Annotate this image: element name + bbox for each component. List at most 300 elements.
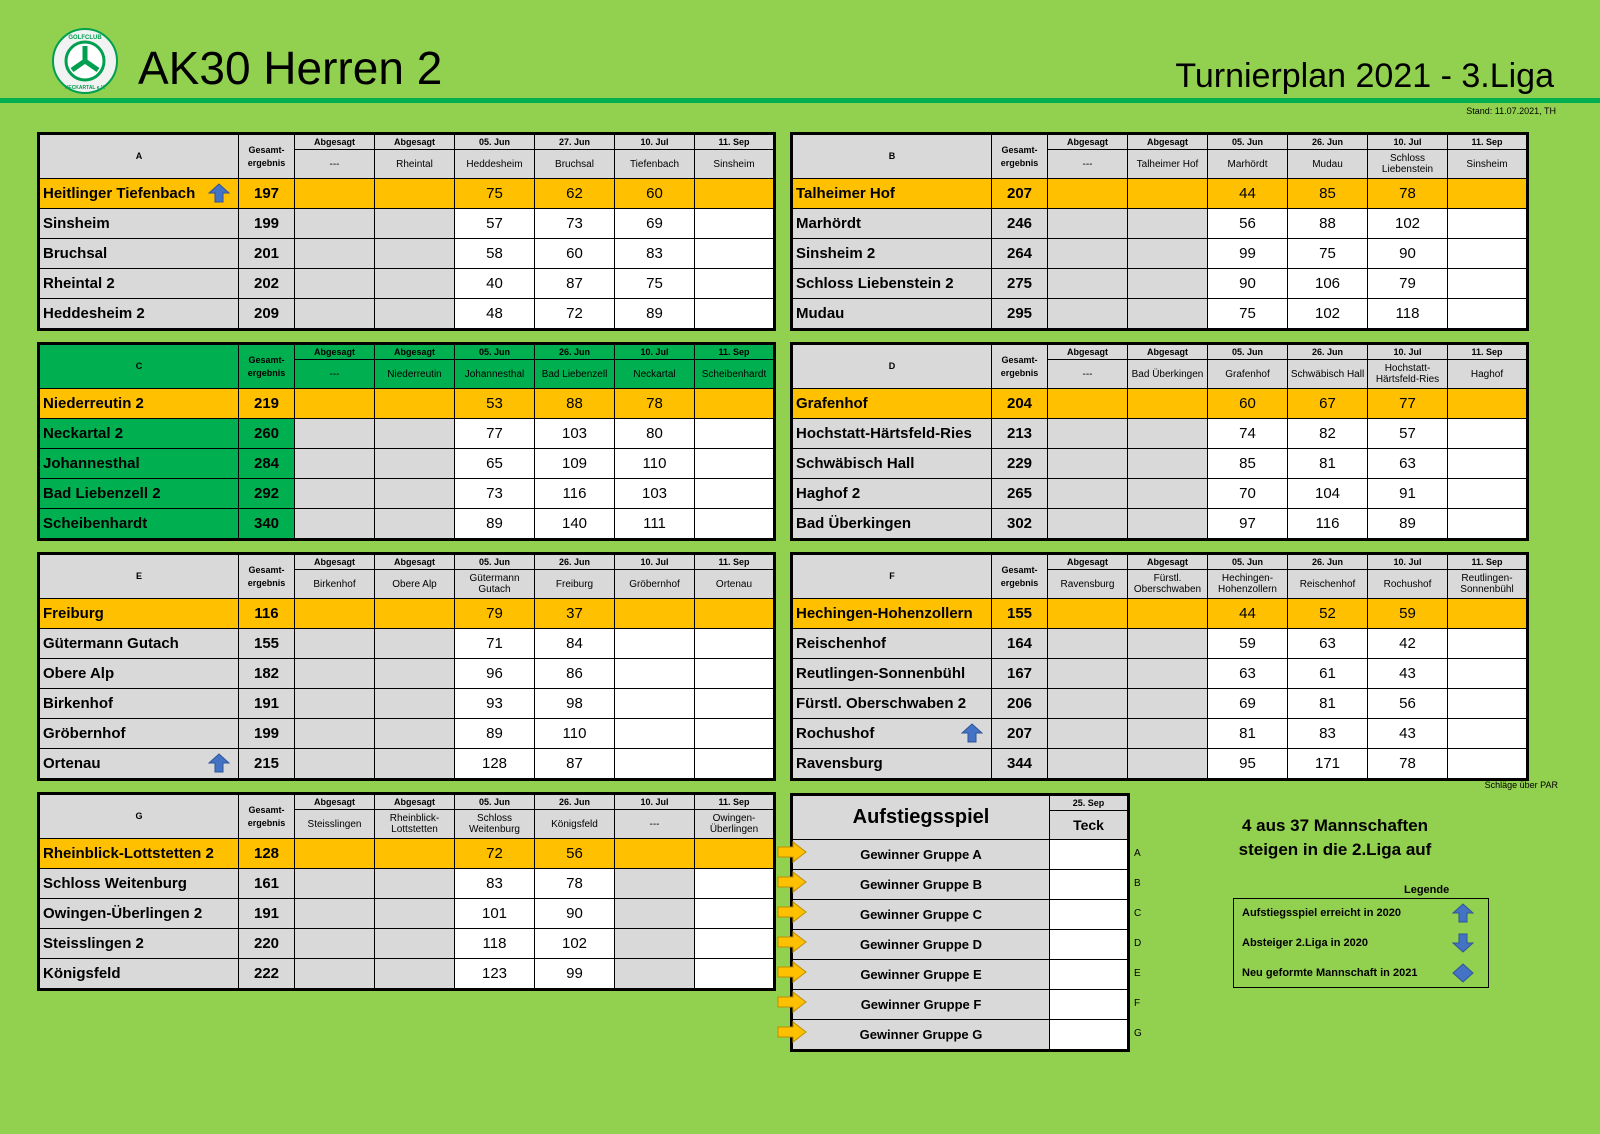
round-score: 78 (1368, 179, 1448, 209)
team-total: 155 (992, 599, 1048, 629)
round-score: 60 (1208, 389, 1288, 419)
round-score (1448, 719, 1528, 749)
team-total: 229 (992, 449, 1048, 479)
round-score: 90 (1208, 269, 1288, 299)
round-score: 71 (455, 629, 535, 659)
round-score (1128, 629, 1208, 659)
round-venue: Heddesheim (455, 150, 535, 179)
round-venue: Steisslingen (295, 810, 375, 839)
team-name-text: Gütermann Gutach (43, 635, 179, 652)
round-score (295, 899, 375, 929)
round-date: 05. Jun (455, 344, 535, 360)
round-venue: --- (295, 150, 375, 179)
round-score (375, 839, 455, 869)
round-score: 63 (1288, 629, 1368, 659)
round-venue: Schwäbisch Hall (1288, 360, 1368, 389)
round-score (1448, 269, 1528, 299)
round-score (375, 869, 455, 899)
round-score (1448, 449, 1528, 479)
table-row (39, 899, 775, 929)
round-venue: Gröbernhof (615, 570, 695, 599)
round-score: 85 (1288, 179, 1368, 209)
round-score (375, 599, 455, 629)
round-score (1448, 659, 1528, 689)
round-score: 171 (1288, 749, 1368, 780)
team-name (39, 659, 239, 689)
team-total: 164 (992, 629, 1048, 659)
winner-label: Gewinner Gruppe D (792, 930, 1050, 960)
round-venue: Birkenhof (295, 570, 375, 599)
table-row (39, 929, 775, 959)
table-row (792, 629, 1528, 659)
round-date: 11. Sep (695, 554, 775, 570)
round-date: 10. Jul (615, 554, 695, 570)
round-score: 83 (455, 869, 535, 899)
team-name-text: Rochushof (796, 725, 875, 742)
round-venue: Grafenhof (1208, 360, 1288, 389)
team-name (39, 629, 239, 659)
round-date: 11. Sep (1448, 344, 1528, 360)
round-score (295, 929, 375, 959)
header-divider (0, 98, 1600, 103)
round-date: 05. Jun (1208, 134, 1288, 150)
round-score: 87 (535, 749, 615, 780)
round-score (375, 299, 455, 330)
team-name (39, 239, 239, 269)
team-total: 128 (239, 839, 295, 869)
round-score (1128, 749, 1208, 780)
round-date: 11. Sep (1448, 134, 1528, 150)
group-letter: F (792, 554, 992, 599)
round-score: 111 (615, 509, 695, 540)
round-score: 73 (535, 209, 615, 239)
round-score (615, 869, 695, 899)
round-date: Abgesagt (1128, 134, 1208, 150)
round-score: 79 (455, 599, 535, 629)
round-score (615, 749, 695, 780)
round-venue: Ortenau (695, 570, 775, 599)
team-name (39, 719, 239, 749)
round-venue: --- (615, 810, 695, 839)
round-venue: Hochstatt-Härtsfeld-Ries (1368, 360, 1448, 389)
diamond-icon (1452, 963, 1474, 983)
round-score (695, 899, 775, 929)
round-date: 26. Jun (535, 554, 615, 570)
page-subtitle: Turnierplan 2021 - 3.Liga (1175, 57, 1554, 95)
round-score: 116 (535, 479, 615, 509)
table-row (792, 389, 1528, 419)
round-score: 77 (455, 419, 535, 449)
team-name (792, 299, 992, 330)
team-total: 197 (239, 179, 295, 209)
legend-title: Legende (1404, 884, 1450, 896)
round-score (375, 269, 455, 299)
round-score (375, 239, 455, 269)
team-name-text: Owingen-Überlingen 2 (43, 905, 203, 922)
table-row (792, 659, 1528, 689)
table-row (39, 299, 775, 330)
total-header: Gesamt-ergebnis (239, 794, 295, 839)
legend-box (1233, 898, 1489, 988)
round-score: 123 (455, 959, 535, 990)
table-row (792, 419, 1528, 449)
team-name-text: Hechingen-Hohenzollern (796, 605, 973, 622)
table-row (39, 749, 775, 780)
round-score: 72 (535, 299, 615, 330)
round-score: 72 (455, 839, 535, 869)
round-score: 77 (1368, 389, 1448, 419)
round-score (1448, 509, 1528, 540)
round-score (1128, 389, 1208, 419)
table-row (792, 299, 1528, 330)
round-date: 05. Jun (455, 134, 535, 150)
round-score: 90 (1368, 239, 1448, 269)
round-score: 75 (615, 269, 695, 299)
round-date: Abgesagt (295, 344, 375, 360)
round-date: Abgesagt (1048, 134, 1128, 150)
winner-letter: G (1134, 1028, 1142, 1039)
group-table-b (790, 132, 1529, 331)
round-score (1128, 299, 1208, 330)
team-total: 215 (239, 749, 295, 780)
round-score (695, 869, 775, 899)
arrow-right-icon (777, 841, 807, 863)
team-name-text: Bad Liebenzell 2 (43, 485, 161, 502)
team-name (39, 899, 239, 929)
round-date: 11. Sep (1448, 554, 1528, 570)
team-total: 222 (239, 959, 295, 990)
table-row (39, 449, 775, 479)
team-name (39, 929, 239, 959)
round-score (1128, 509, 1208, 540)
table-row (39, 179, 775, 209)
round-score (1128, 689, 1208, 719)
round-score: 110 (535, 719, 615, 749)
round-score (1448, 749, 1528, 780)
round-score: 89 (615, 299, 695, 330)
team-name (39, 419, 239, 449)
round-score: 78 (535, 869, 615, 899)
team-name (39, 449, 239, 479)
team-name (792, 179, 992, 209)
team-name (39, 509, 239, 540)
round-score: 88 (535, 389, 615, 419)
round-score: 99 (535, 959, 615, 990)
round-score (375, 479, 455, 509)
round-score (615, 599, 695, 629)
winner-score (1050, 840, 1129, 870)
round-score (695, 689, 775, 719)
table-row (39, 719, 775, 749)
winner-label: Gewinner Gruppe E (792, 960, 1050, 990)
round-date: 10. Jul (615, 794, 695, 810)
round-venue: Owingen-Überlingen (695, 810, 775, 839)
round-score: 70 (1208, 479, 1288, 509)
winner-letter: F (1134, 998, 1141, 1009)
round-date: 10. Jul (615, 134, 695, 150)
round-score: 103 (535, 419, 615, 449)
aufstieg-table (790, 793, 1130, 1052)
round-venue: Mudau (1288, 150, 1368, 179)
team-name-text: Reischenhof (796, 635, 887, 652)
table-row (39, 629, 775, 659)
round-score (695, 929, 775, 959)
round-score: 67 (1288, 389, 1368, 419)
round-venue: Rheintal (375, 150, 455, 179)
round-date: Abgesagt (375, 134, 455, 150)
round-score: 89 (1368, 509, 1448, 540)
round-score: 103 (615, 479, 695, 509)
round-date: 10. Jul (615, 344, 695, 360)
round-venue: Sinsheim (1448, 150, 1528, 179)
round-score: 89 (455, 509, 535, 540)
round-score (1048, 299, 1128, 330)
team-total: 220 (239, 929, 295, 959)
round-score: 44 (1208, 179, 1288, 209)
round-score (695, 509, 775, 540)
team-name (792, 749, 992, 780)
round-score: 83 (1288, 719, 1368, 749)
table-row (39, 239, 775, 269)
team-name-text: Steisslingen 2 (43, 935, 144, 952)
arrow-right-icon (777, 901, 807, 923)
team-name-text: Rheinblick-Lottstetten 2 (43, 845, 214, 862)
round-score (1448, 239, 1528, 269)
round-score (1448, 479, 1528, 509)
round-score (375, 659, 455, 689)
round-score (295, 239, 375, 269)
round-score: 82 (1288, 419, 1368, 449)
round-score: 60 (535, 239, 615, 269)
round-date: Abgesagt (375, 554, 455, 570)
round-score (1048, 449, 1128, 479)
round-venue: Hechingen-Hohenzollern (1208, 570, 1288, 599)
round-score (295, 689, 375, 719)
team-name (792, 449, 992, 479)
team-name (39, 959, 239, 990)
round-score (1048, 179, 1128, 209)
group-table-d (790, 342, 1529, 541)
team-name-text: Ortenau (43, 755, 101, 772)
team-name (39, 869, 239, 899)
round-score: 59 (1368, 599, 1448, 629)
round-score: 98 (535, 689, 615, 719)
team-total: 275 (992, 269, 1048, 299)
round-score (1128, 479, 1208, 509)
winner-label: Gewinner Gruppe G (792, 1020, 1050, 1051)
round-venue: Schloss Weitenburg (455, 810, 535, 839)
team-name-text: Birkenhof (43, 695, 114, 712)
round-venue: Freiburg (535, 570, 615, 599)
team-name-text: Sinsheim (43, 215, 110, 232)
round-score: 81 (1208, 719, 1288, 749)
table-row (39, 389, 775, 419)
round-score (695, 389, 775, 419)
promotion-note (1226, 814, 1444, 862)
team-total: 199 (239, 719, 295, 749)
round-score (1128, 599, 1208, 629)
round-venue: Gütermann Gutach (455, 570, 535, 599)
team-total: 344 (992, 749, 1048, 780)
round-date: 05. Jun (1208, 554, 1288, 570)
round-score (295, 869, 375, 899)
round-score (1448, 179, 1528, 209)
round-score: 65 (455, 449, 535, 479)
round-venue: Reutlingen-Sonnenbühl (1448, 570, 1528, 599)
team-name (39, 479, 239, 509)
team-total: 209 (239, 299, 295, 330)
team-name (39, 839, 239, 869)
team-name (792, 689, 992, 719)
table-row (39, 959, 775, 990)
arrow-up-icon (1452, 903, 1474, 923)
round-venue: Rheinblick-Lottstetten (375, 810, 455, 839)
team-name-text: Reutlingen-Sonnenbühl (796, 665, 966, 682)
round-score (1048, 599, 1128, 629)
round-venue: --- (1048, 150, 1128, 179)
round-score: 52 (1288, 599, 1368, 629)
round-score: 61 (1288, 659, 1368, 689)
round-score (295, 299, 375, 330)
round-score: 104 (1288, 479, 1368, 509)
winner-letter: B (1134, 878, 1141, 889)
team-total: 302 (992, 509, 1048, 540)
round-date: 11. Sep (695, 344, 775, 360)
round-date: 26. Jun (535, 794, 615, 810)
round-venue: Haghof (1448, 360, 1528, 389)
round-score: 63 (1208, 659, 1288, 689)
round-date: 05. Jun (1208, 344, 1288, 360)
round-score: 102 (535, 929, 615, 959)
round-score (695, 659, 775, 689)
team-total: 191 (239, 689, 295, 719)
round-score (1128, 659, 1208, 689)
team-total: 264 (992, 239, 1048, 269)
round-score (615, 689, 695, 719)
round-score (375, 629, 455, 659)
legend-item-label: Neu geformte Mannschaft in 2021 (1242, 967, 1418, 979)
arrow-down-icon (1452, 933, 1474, 953)
legend-item-label: Absteiger 2.Liga in 2020 (1242, 937, 1368, 949)
round-score: 91 (1368, 479, 1448, 509)
round-score (1048, 389, 1128, 419)
winner-score (1050, 870, 1129, 900)
round-score (615, 839, 695, 869)
round-score: 53 (455, 389, 535, 419)
logo-text-top: GOLFCLUB (68, 35, 102, 41)
round-score (295, 959, 375, 990)
round-venue: --- (295, 360, 375, 389)
round-score (295, 389, 375, 419)
round-score (1448, 209, 1528, 239)
round-score: 56 (535, 839, 615, 869)
round-score (375, 449, 455, 479)
round-score (695, 299, 775, 330)
round-score (1048, 659, 1128, 689)
round-venue: Bad Liebenzell (535, 360, 615, 389)
round-score (295, 749, 375, 780)
team-total: 340 (239, 509, 295, 540)
round-date: Abgesagt (1128, 554, 1208, 570)
round-score: 86 (535, 659, 615, 689)
round-venue: Neckartal (615, 360, 695, 389)
par-note: Schläge über PAR (1484, 780, 1558, 790)
round-score: 74 (1208, 419, 1288, 449)
round-score (1048, 209, 1128, 239)
round-score (695, 239, 775, 269)
round-venue: Schloss Liebenstein (1368, 150, 1448, 179)
round-score (695, 839, 775, 869)
round-score (375, 179, 455, 209)
round-score (375, 419, 455, 449)
team-name-text: Bruchsal (43, 245, 108, 262)
round-score (1448, 689, 1528, 719)
team-name (792, 719, 992, 749)
round-date: 10. Jul (1368, 554, 1448, 570)
round-date: 05. Jun (455, 794, 535, 810)
team-name-text: Mudau (796, 305, 845, 322)
team-name (39, 299, 239, 330)
round-score (375, 719, 455, 749)
group-table-f (790, 552, 1529, 781)
round-score (295, 479, 375, 509)
round-score (375, 509, 455, 540)
team-total: 199 (239, 209, 295, 239)
round-score: 78 (1368, 749, 1448, 780)
round-date: Abgesagt (295, 794, 375, 810)
table-row (792, 749, 1528, 780)
round-venue: Ravensburg (1048, 570, 1128, 599)
round-score (375, 959, 455, 990)
round-date: Abgesagt (1128, 344, 1208, 360)
team-name-text: Königsfeld (43, 965, 121, 982)
total-header: Gesamt-ergebnis (239, 134, 295, 179)
team-name-text: Haghof 2 (796, 485, 861, 502)
round-score (1128, 419, 1208, 449)
round-score: 140 (535, 509, 615, 540)
round-score (1128, 239, 1208, 269)
round-score: 62 (535, 179, 615, 209)
table-row (39, 689, 775, 719)
round-venue: Obere Alp (375, 570, 455, 599)
round-score (615, 929, 695, 959)
round-score (1048, 479, 1128, 509)
round-score (695, 269, 775, 299)
team-total: 207 (992, 179, 1048, 209)
team-total: 191 (239, 899, 295, 929)
round-score (1128, 209, 1208, 239)
round-score: 81 (1288, 449, 1368, 479)
team-name-text: Talheimer Hof (796, 185, 895, 202)
round-score: 90 (535, 899, 615, 929)
round-score (1048, 749, 1128, 780)
round-score: 128 (455, 749, 535, 780)
round-score (695, 209, 775, 239)
arrow-right-icon (777, 961, 807, 983)
team-name (792, 479, 992, 509)
round-score: 85 (1208, 449, 1288, 479)
round-date: 26. Jun (1288, 344, 1368, 360)
round-score: 42 (1368, 629, 1448, 659)
team-name-text: Ravensburg (796, 755, 883, 772)
round-score: 116 (1288, 509, 1368, 540)
table-row (792, 239, 1528, 269)
round-score (615, 629, 695, 659)
round-score (375, 899, 455, 929)
round-score (295, 419, 375, 449)
team-name-text: Rheintal 2 (43, 275, 115, 292)
team-name-text: Schwäbisch Hall (796, 455, 915, 472)
